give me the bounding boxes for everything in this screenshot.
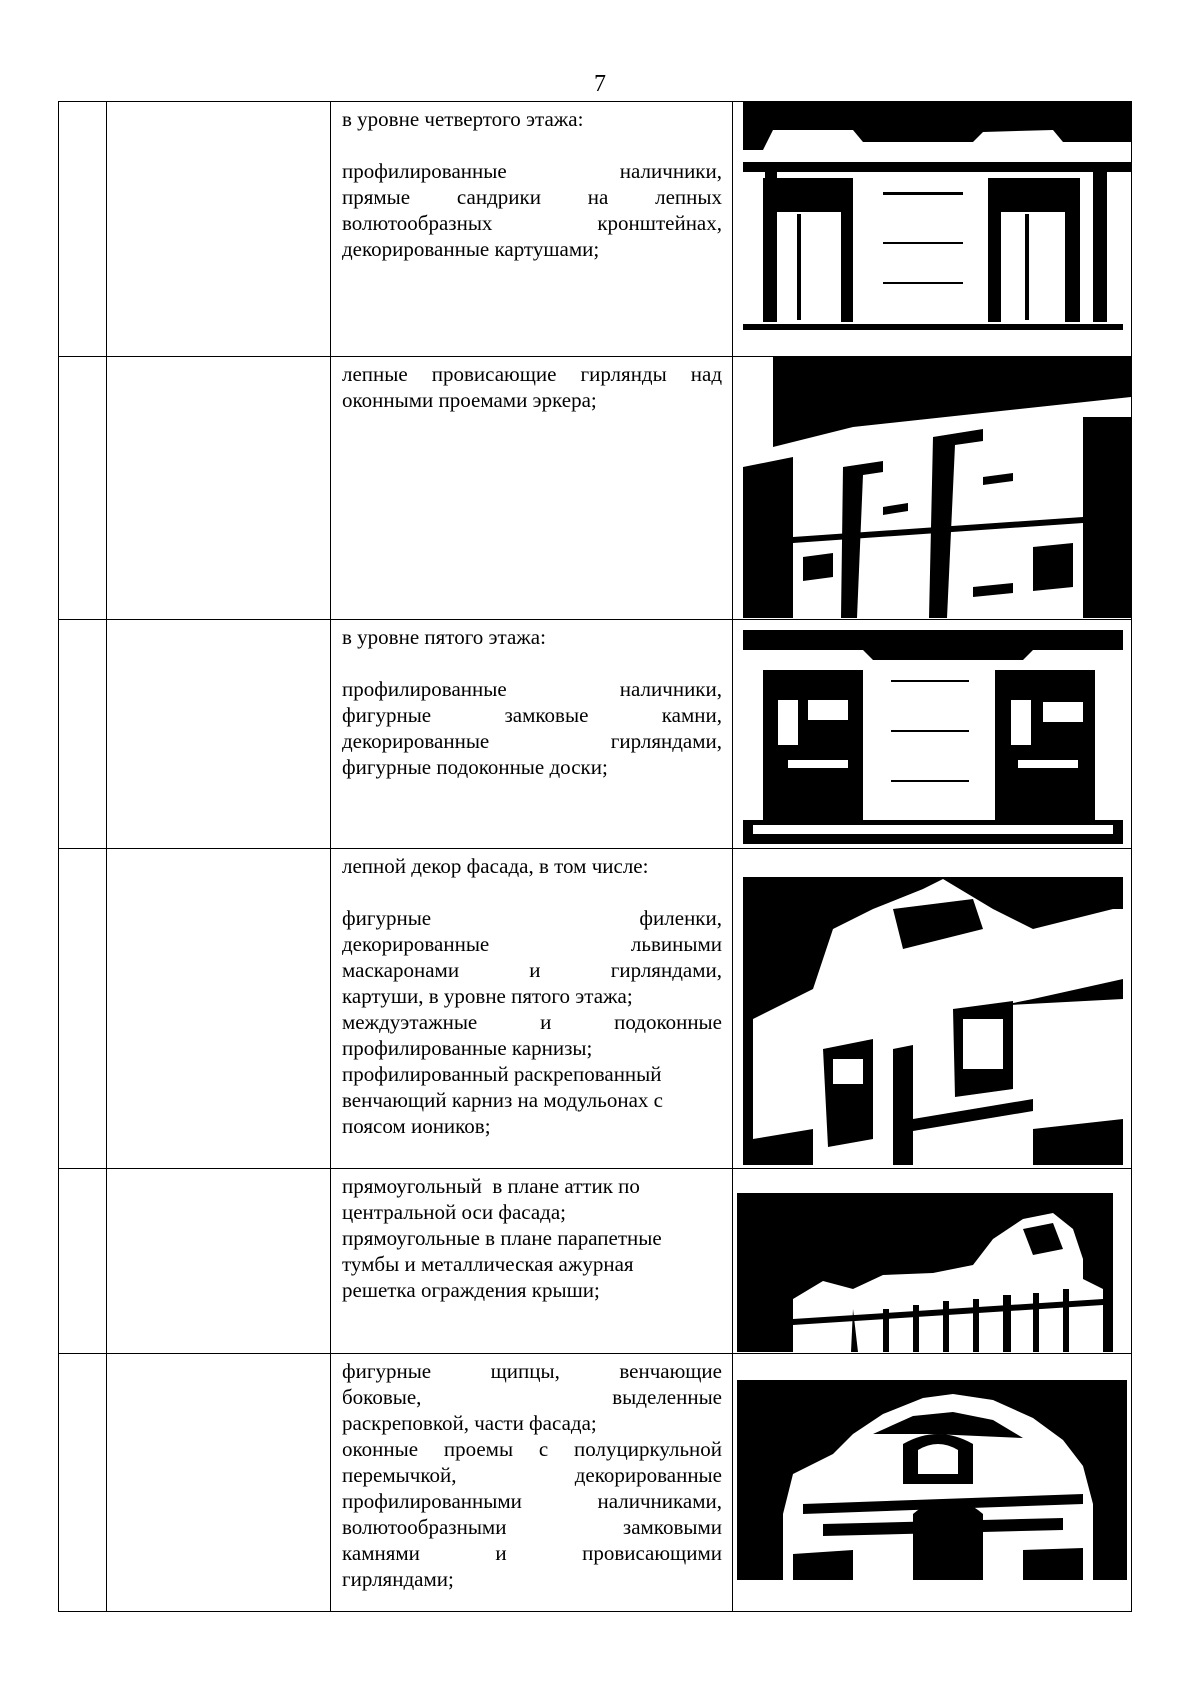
description-line: волютообразных кронштейнах, xyxy=(342,211,722,235)
description-line: профилированные наличники, xyxy=(342,159,722,183)
description-line: гирляндами; xyxy=(342,1567,454,1591)
photo-cell xyxy=(733,102,1132,357)
name-cell xyxy=(107,1169,331,1354)
description-cell xyxy=(331,102,733,357)
photo-cell xyxy=(733,357,1132,620)
description-line: профилированные карнизы; xyxy=(342,1036,593,1060)
description-cell xyxy=(331,1354,733,1612)
fifth-floor-windows-photo xyxy=(733,620,1131,847)
description-line: междуэтажные и подоконные xyxy=(342,1010,722,1034)
description-line: фигурные подоконные доски; xyxy=(342,755,608,779)
page-number: 7 xyxy=(594,71,606,97)
description-line: декорированные гирляндами, xyxy=(342,729,722,753)
number-cell xyxy=(59,1354,107,1612)
number-cell xyxy=(59,102,107,357)
description-line: поясом иоников; xyxy=(342,1114,491,1138)
description-line: фигурные филенки, xyxy=(342,906,722,930)
description-cell xyxy=(331,849,733,1169)
table-row xyxy=(59,620,1132,849)
description-line: лепные провисающие гирлянды над xyxy=(342,362,722,386)
description-line: декорированные картушами; xyxy=(342,237,600,261)
description-line: раскреповкой, части фасада; xyxy=(342,1411,597,1435)
description-line: прямоугольные в плане парапетные xyxy=(342,1226,662,1250)
name-cell xyxy=(107,849,331,1169)
description-line: прямые сандрики на лепных xyxy=(342,185,722,209)
photo-cell xyxy=(733,620,1132,849)
name-cell xyxy=(107,1354,331,1612)
description-line: волютообразными замковыми xyxy=(342,1515,722,1539)
section-heading: в уровне пятого этажа: xyxy=(342,625,546,649)
description-line: перемычкой, декорированные xyxy=(342,1463,722,1487)
description-line: маскаронами и гирляндами, xyxy=(342,958,722,982)
description-line: профилированными наличниками, xyxy=(342,1489,722,1513)
description-cell xyxy=(331,357,733,620)
description-line: венчающий карниз на модульонах с xyxy=(342,1088,663,1112)
table-row xyxy=(59,102,1132,357)
table-row xyxy=(59,1169,1132,1354)
description-line: центральной оси фасада; xyxy=(342,1200,567,1224)
window-architraves-photo xyxy=(733,102,1131,355)
description-line: тумбы и металлическая ажурная xyxy=(342,1252,634,1276)
description-line: фигурные щипцы, венчающие xyxy=(342,1359,722,1383)
photo-cell xyxy=(733,1169,1132,1354)
description-line: профилированный раскрепованный xyxy=(342,1062,662,1086)
description-line: оконными проемами эркера; xyxy=(342,388,597,412)
section-heading: в уровне четвертого этажа: xyxy=(342,107,584,131)
table-row xyxy=(59,357,1132,620)
gable-pediment-photo xyxy=(733,1354,1131,1610)
number-cell xyxy=(59,849,107,1169)
monument-features-table xyxy=(58,101,1132,1612)
description-line: прямоугольный в плане аттик по xyxy=(342,1174,640,1198)
description-line: камнями и провисающими xyxy=(342,1541,722,1565)
description-line: фигурные замковые камни, xyxy=(342,703,722,727)
description-line: решетка ограждения крыши; xyxy=(342,1278,600,1302)
attic-parapet-photo xyxy=(733,1169,1131,1352)
description-line: профилированные наличники, xyxy=(342,677,722,701)
photo-cell xyxy=(733,849,1132,1169)
name-cell xyxy=(107,357,331,620)
description-line: картуши, в уровне пятого этажа; xyxy=(342,984,633,1008)
table-row xyxy=(59,849,1132,1169)
table-row xyxy=(59,1354,1132,1612)
number-cell xyxy=(59,357,107,620)
description-cell xyxy=(331,1169,733,1354)
number-cell xyxy=(59,1169,107,1354)
bay-window-garlands-photo xyxy=(733,357,1131,618)
section-heading: лепной декор фасада, в том числе: xyxy=(342,854,649,878)
description-line: оконные проемы с полуциркульной xyxy=(342,1437,722,1461)
photo-cell xyxy=(733,1354,1132,1612)
description-line: декорированные львиными xyxy=(342,932,722,956)
name-cell xyxy=(107,620,331,849)
description-cell xyxy=(331,620,733,849)
description-line: боковые, выделенные xyxy=(342,1385,722,1409)
number-cell xyxy=(59,620,107,849)
name-cell xyxy=(107,102,331,357)
facade-stucco-photo xyxy=(733,849,1131,1167)
